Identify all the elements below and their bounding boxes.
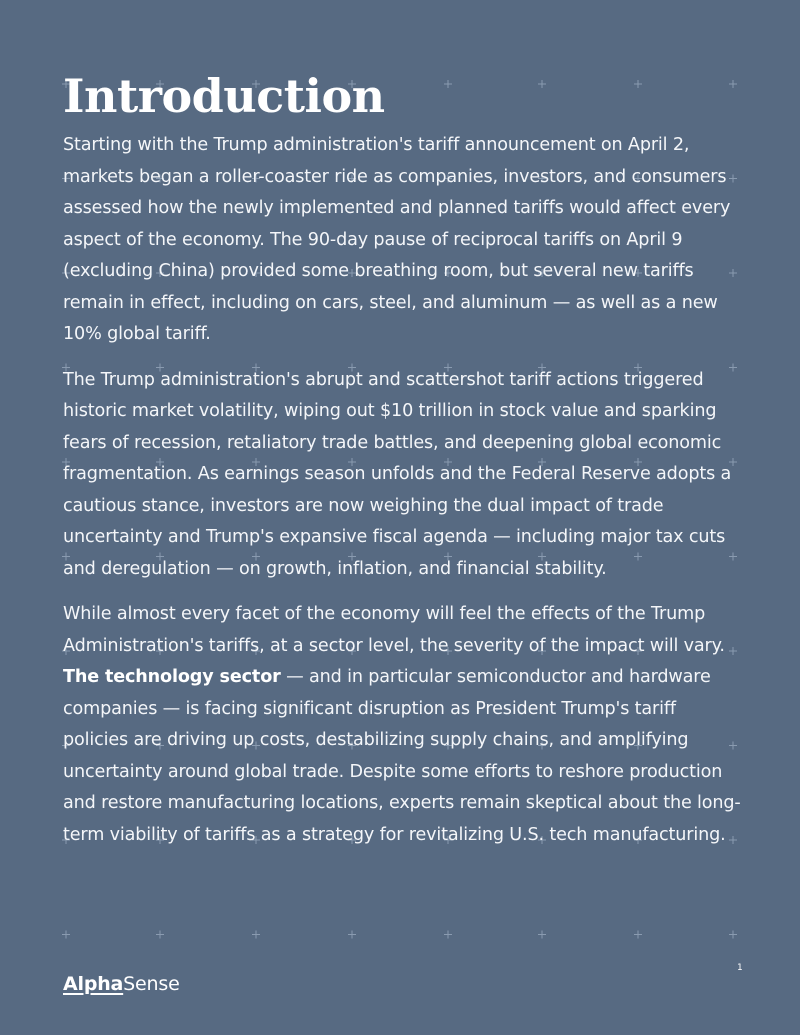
plus-mark (156, 931, 164, 939)
plus-mark (62, 931, 70, 939)
plus-mark (252, 931, 260, 939)
paragraph-3-text-end: — and in particular semiconductor and hardware companies — is facing significant disruption as President Trump's tariff policies are driving up costs, destabilizing supply chains, and amplifying uncertainty around global trade. Despite some efforts to reshore production and restore manufacturing locations, experts remain skeptical about the long-term viability of tariffs as a strategy for revitalizing U.S. tech manufacturing. (63, 667, 741, 845)
logo-sense: Sense (123, 973, 180, 995)
page-title: Introduction (63, 69, 385, 123)
plus-mark (444, 931, 452, 939)
plus-mark (538, 931, 546, 939)
intro-paragraph-2: The Trump administration's abrupt and scattershot tariff actions triggered historic market volatility, wiping out $10 trillion in stock value and sparking fears of recession, retaliatory trade battles, and deepening global economic fragmentation. As earnings season unfolds and the Federal Reserve adopts a cautious stance, investors are now weighing the dual impact of trade uncertainty and Trump's expansive fiscal agenda — including major tax cuts and deregulation — on growth, inflation, and financial stability. (63, 369, 732, 579)
plus-mark (348, 931, 356, 939)
plus-mark (634, 931, 642, 939)
alphasense-logo (63, 973, 180, 995)
logo-alpha: Alpha (63, 973, 124, 995)
intro-paragraph-1: Starting with the Trump administration's tariff announcement on April 2, markets began a roller-coaster ride as companies, investors, and consumers assessed how the newly implemented and planned tariffs would affect every aspect of the economy. The 90-day pause of reciprocal tariffs on April 9 (excluding China) provided some breathing room, but several new tariffs remain in effect, including on cars, steel, and aluminum — as well as a new 10% global tariff. (63, 135, 731, 344)
technology-sector-emphasis: The technology sector (63, 667, 281, 687)
page-number: 1 (737, 963, 743, 973)
paragraph-3-text-start: While almost every facet of the economy will feel the effects of the Trump Administration's tariffs, at a sector level, the severity of the impact will vary. (63, 604, 725, 656)
intro-paragraph-3 (63, 599, 743, 851)
document-body (63, 66, 743, 865)
plus-mark (729, 931, 737, 939)
